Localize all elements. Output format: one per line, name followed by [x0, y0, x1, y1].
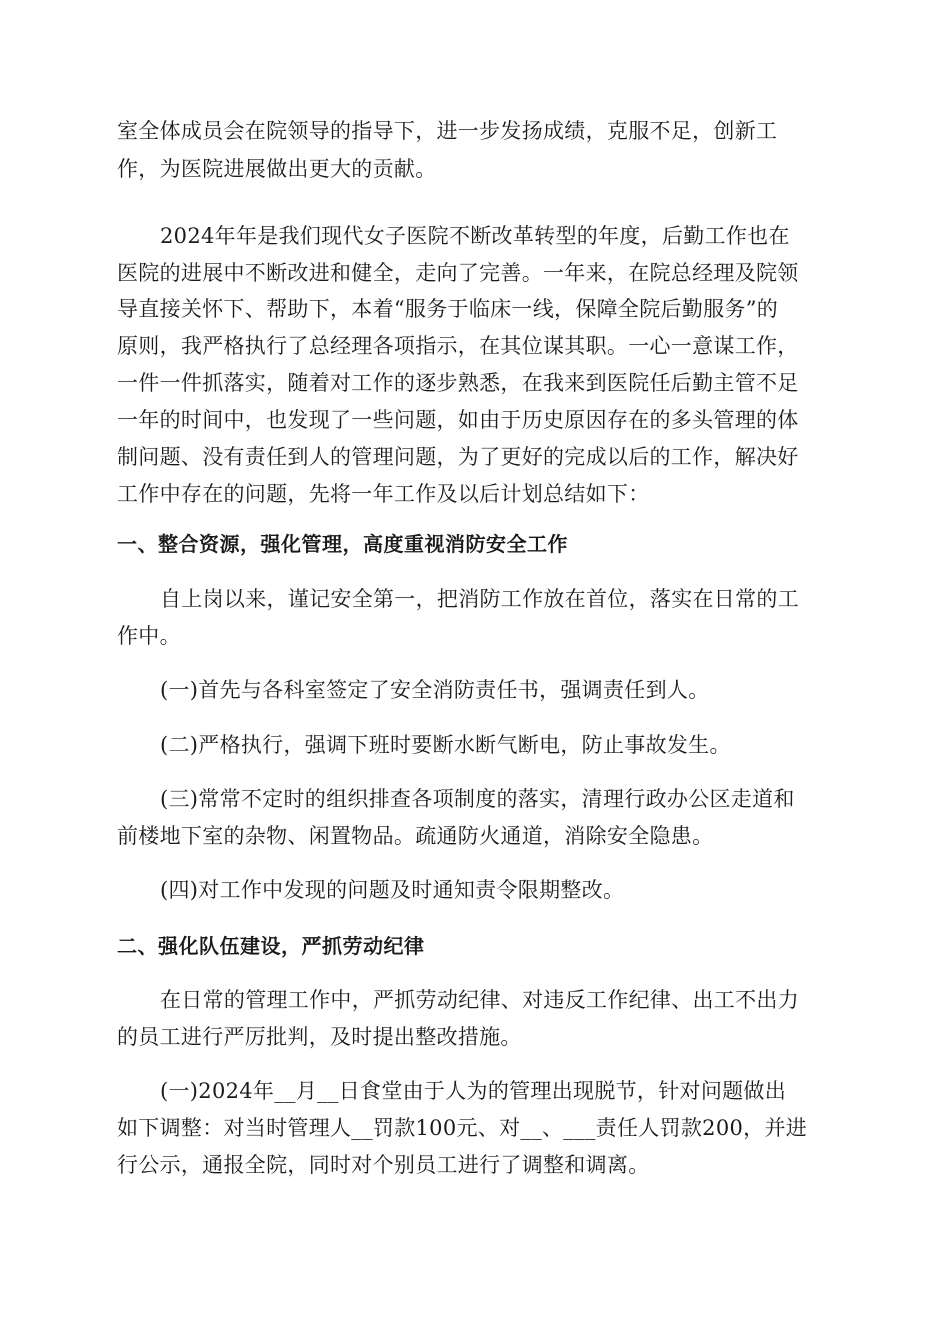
paragraph-line: 原则，我严格执行了总经理各项指示，在其位谋其职。一心一意谋工作， — [117, 334, 799, 358]
list-item: (四)对工作中发现的问题及时通知责令限期整改。 — [160, 878, 625, 902]
paragraph-line: 自上岗以来，谨记安全第一，把消防工作放在首位，落实在日常的工 — [160, 587, 799, 611]
paragraph-line: 如下调整：对当时管理人__罚款100元、对__、___责任人罚款200，并进 — [117, 1116, 808, 1140]
paragraph-line: 行公示，通报全院，同时对个别员工进行了调整和调离。 — [117, 1153, 650, 1177]
paragraph-line: 2024年年是我们现代女子医院不断改革转型的年度，后勤工作也在 — [160, 224, 790, 248]
paragraph-line: 导直接关怀下、帮助下，本着“服务于临床一线，保障全院后勤服务”的 — [117, 297, 779, 321]
list-item: (二)严格执行，强调下班时要断水断气断电，防止事故发生。 — [160, 733, 731, 757]
paragraph-line: 前楼地下室的杂物、闲置物品。疏通防火通道，消除安全隐患。 — [117, 824, 714, 848]
paragraph-line: 工作中存在的问题，先将一年工作及以后计划总结如下： — [117, 482, 650, 506]
paragraph-line: 室全体成员会在院领导的指导下，进一步发扬成绩，克服不足，创新工 — [117, 119, 778, 143]
paragraph-line: 一年的时间中，也发现了一些问题，如由于历史原因存在的多头管理的体 — [117, 408, 799, 432]
paragraph-line: 制问题、没有责任到人的管理问题，为了更好的完成以后的工作，解决好 — [117, 445, 799, 469]
list-item: (三)常常不定时的组织排查各项制度的落实，清理行政办公区走道和 — [160, 787, 795, 811]
paragraph-line: 作中。 — [117, 624, 181, 648]
paragraph-line: 医院的进展中不断改进和健全，走向了完善。一年来，在院总经理及院领 — [117, 261, 799, 285]
section-heading: 二、强化队伍建设，严抓劳动纪律 — [117, 934, 425, 958]
paragraph-line: 的员工进行严厉批判，及时提出整改措施。 — [117, 1025, 522, 1049]
section-heading: 一、整合资源，强化管理，高度重视消防安全工作 — [117, 532, 568, 556]
paragraph-line: 一件一件抓落实，随着对工作的逐步熟悉，在我来到医院任后勤主管不足 — [117, 371, 799, 395]
list-item: (一)首先与各科室签定了安全消防责任书，强调责任到人。 — [160, 678, 710, 702]
list-item: (一)2024年__月__日食堂由于人为的管理出现脱节，针对问题做出 — [160, 1079, 787, 1103]
paragraph-line: 在日常的管理工作中，严抓劳动纪律、对违反工作纪律、出工不出力 — [160, 988, 799, 1012]
paragraph-line: 作，为医院进展做出更大的贡献。 — [117, 157, 437, 181]
